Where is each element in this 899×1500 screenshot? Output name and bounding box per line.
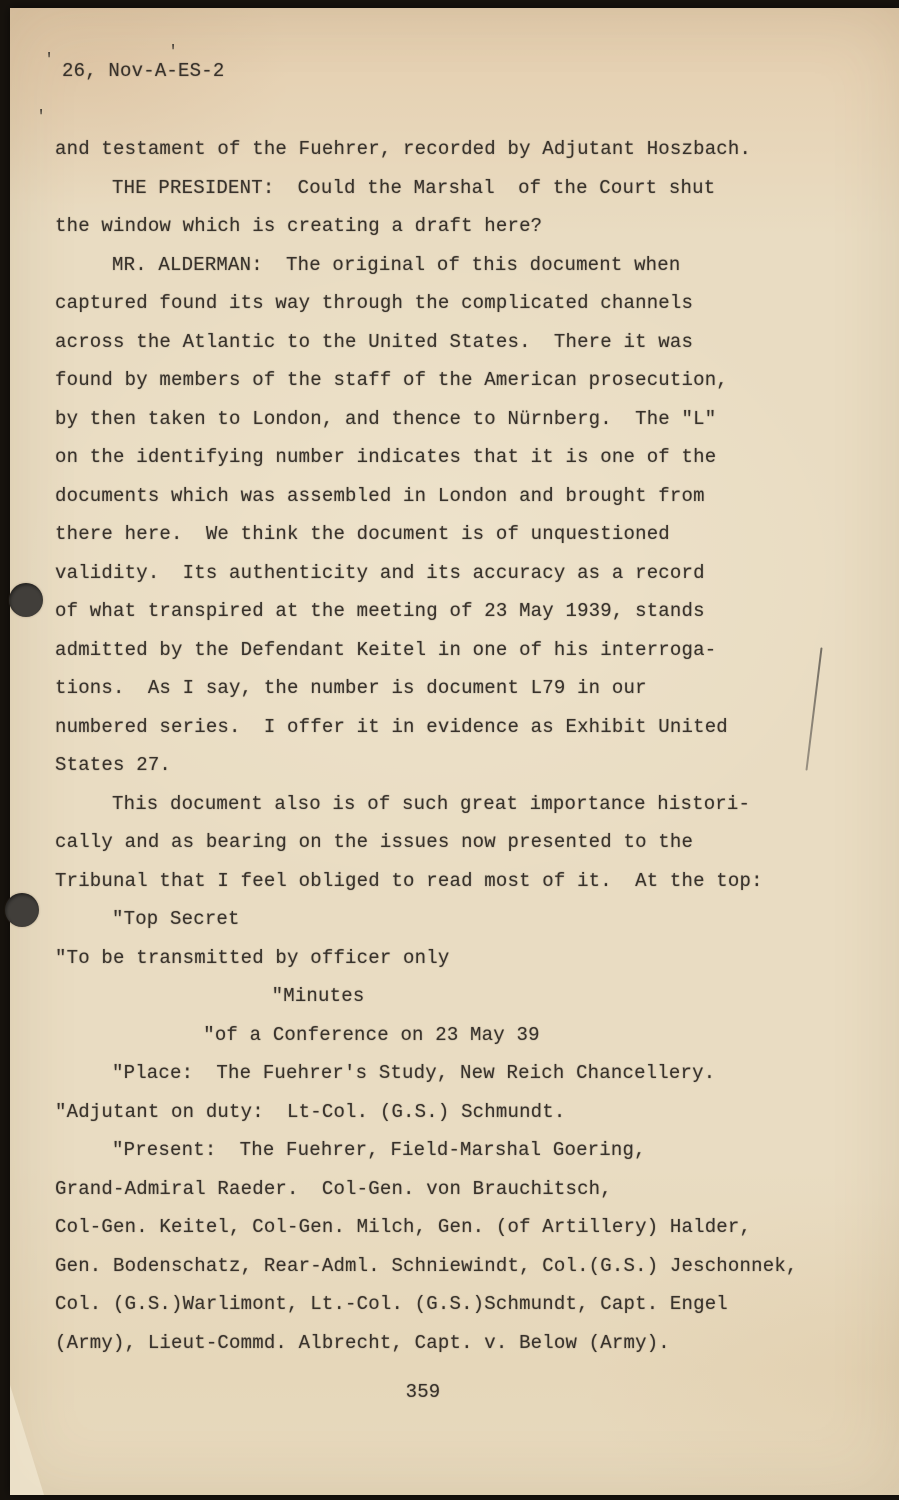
page-number: 359 [405, 1381, 441, 1403]
text-line: validity. Its authenticity and its accuracy as a record [55, 561, 705, 584]
text-line: and testament of the Fuehrer, recorded by Adjutant Hoszbach. [55, 138, 752, 160]
text-line: there here. We think the document is of unquestioned [55, 523, 670, 545]
punch-hole [5, 893, 39, 927]
ink-speck: ' [168, 43, 179, 62]
text-line: admitted by the Defendant Keitel in one of his interroga- [55, 638, 717, 661]
text-line: Tribunal that I feel obliged to read most of it. At the top: [55, 869, 763, 892]
text-line: "To be transmitted by officer only [55, 946, 450, 969]
text-line: Gen. Bodenschatz, Rear-Adml. Schniewindt, Col.(G.S.) Jeschonnek, [55, 1254, 798, 1277]
text-line: on the identifying number indicates that it is one of the [55, 446, 717, 468]
ink-speck: ' [36, 108, 47, 127]
text-line: "Place: The Fuehrer's Study, New Reich Chancellery. [112, 1062, 716, 1084]
text-line: Col-Gen. Keitel, Col-Gen. Milch, Gen. (of Artillery) Halder, [55, 1216, 752, 1238]
text-line: cally and as bearing on the issues now presented to the [55, 831, 694, 853]
page-header-code: 26, Nov-A-ES-2 [62, 60, 225, 82]
text-line: "of a Conference on 23 May 39 [203, 1023, 540, 1046]
text-line: captured found its way through the complicated channels [55, 292, 694, 314]
text-line: across the Atlantic to the United States. There it was [55, 330, 694, 353]
text-line: numbered series. I offer it in evidence as Exhibit United [55, 715, 728, 738]
ink-speck: ' [44, 51, 55, 70]
text-line: THE PRESIDENT: Could the Marshal of the Court shut [112, 176, 716, 199]
text-body [55, 130, 885, 1362]
text-line: "Top Secret [112, 908, 240, 930]
text-line: tions. As I say, the number is document L79 in our [55, 677, 647, 699]
text-line: States 27. [55, 754, 172, 776]
text-line: This document also is of such great importance histori- [112, 792, 751, 815]
text-line: of what transpired at the meeting of 23 May 1939, stands [55, 600, 705, 622]
text-line: documents which was assembled in London and brought from [55, 484, 705, 507]
punch-hole [9, 583, 43, 617]
text-line: (Army), Lieut-Commd. Albrecht, Capt. v. Below (Army). [55, 1331, 670, 1354]
text-line: "Adjutant on duty: Lt-Col. (G.S.) Schmundt. [55, 1100, 566, 1123]
text-line: MR. ALDERMAN: The original of this document when [112, 253, 681, 276]
document-page [10, 8, 899, 1495]
text-line: Grand-Admiral Raeder. Col-Gen. von Brauchitsch, [55, 1177, 612, 1200]
text-line: "Present: The Fuehrer, Field-Marshal Goering, [112, 1139, 646, 1161]
text-line: Col. (G.S.)Warlimont, Lt.-Col. (G.S.)Schmundt, Capt. Engel [55, 1293, 728, 1315]
text-line: the window which is creating a draft here? [55, 215, 543, 237]
text-line: found by members of the staff of the American prosecution, [55, 369, 728, 391]
text-line: "Minutes [271, 985, 365, 1007]
text-line: by then taken to London, and thence to Nürnberg. The "L" [55, 407, 717, 430]
